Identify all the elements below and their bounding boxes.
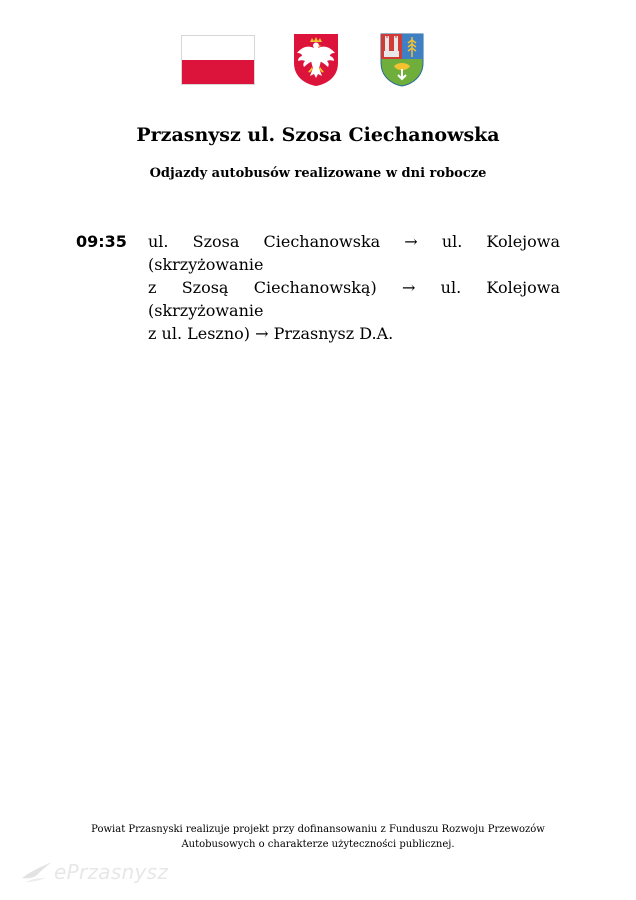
flag-white-stripe — [182, 36, 254, 60]
route-line: (skrzyżowanie — [148, 301, 264, 320]
route-line: z Szosą Ciechanowską) → ul. Kolejowa — [148, 278, 560, 297]
bird-icon — [20, 860, 54, 886]
page-subtitle: Odjazdy autobusów realizowane w dni robocze — [149, 166, 487, 181]
page-title: Przasnysz ul. Szosa Ciechanowska — [136, 124, 500, 146]
footer-line: Powiat Przasnyski realizuje projekt przy dofinansowaniu z Funduszu Rozwoju Przewozów — [91, 824, 545, 835]
route-line: ul. Szosa Ciechanowska → ul. Kolejowa — [148, 232, 560, 251]
watermark-logo — [20, 858, 169, 888]
funding-footer — [0, 822, 636, 852]
emblems-row — [0, 33, 636, 87]
departure-entry — [76, 230, 560, 345]
polish-eagle-emblem-icon — [293, 33, 339, 87]
polish-flag-icon — [181, 35, 255, 85]
departure-time: 09:35 — [76, 232, 127, 251]
route-line: z ul. Leszno) → Przasnysz D.A. — [148, 324, 394, 343]
route-line: (skrzyżowanie — [148, 255, 264, 274]
flag-red-stripe — [182, 60, 254, 84]
departure-route — [148, 230, 560, 345]
watermark-text: ePrzasnysz — [54, 860, 169, 884]
footer-line: Autobusowych o charakterze użyteczności publicznej. — [181, 839, 455, 850]
county-coat-of-arms-icon — [380, 33, 424, 87]
